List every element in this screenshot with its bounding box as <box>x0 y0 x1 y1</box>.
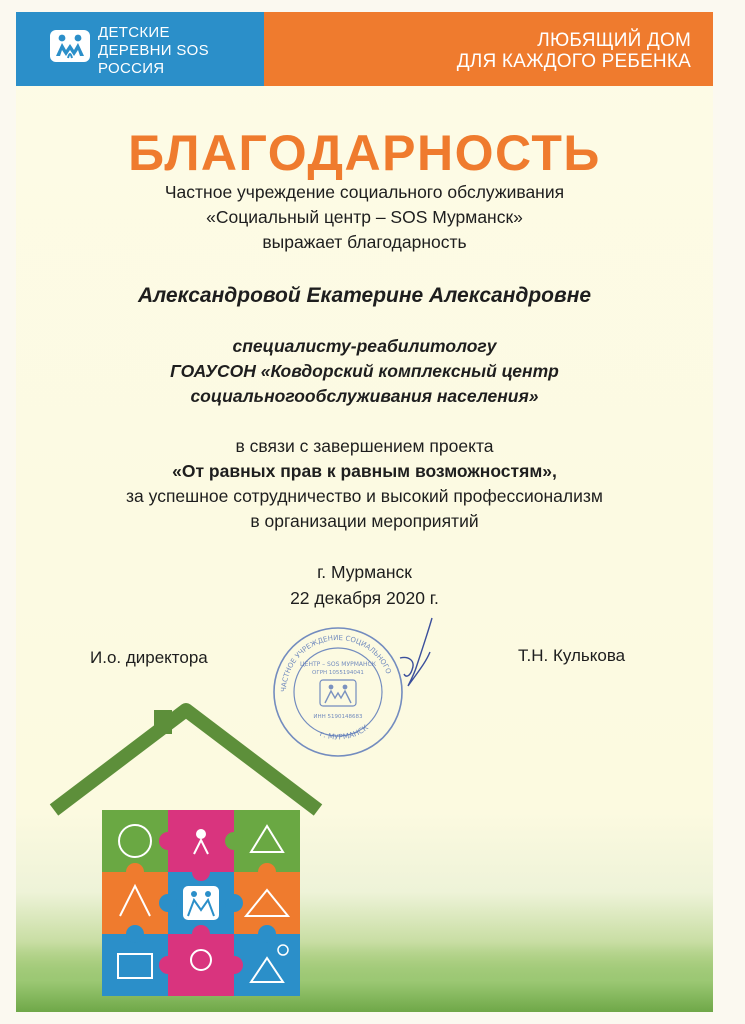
puzzle-house-illustration <box>46 702 366 1012</box>
stamp-center-name: ЦЕНТР – SOS МУРМАНСК <box>300 661 376 668</box>
reason-line-3: за успешное сотрудничество и высокий профессионализм <box>126 486 603 506</box>
certificate-sheet <box>16 12 713 1012</box>
certificate-title: БЛАГОДАРНОСТЬ <box>128 125 601 181</box>
reason-line-1: в связи с завершением проекта <box>235 436 494 456</box>
org-line-3: РОССИЯ <box>98 60 165 77</box>
signatory-name: Т.Н. Кулькова <box>518 646 626 665</box>
puzzle-piece-green <box>102 810 168 872</box>
recipient-role-1: специалисту-реабилитологу <box>232 336 497 356</box>
handwritten-signature <box>388 612 448 702</box>
stamp-ogrn: ОГРН 1055194041 <box>312 670 364 676</box>
slogan <box>457 30 691 72</box>
reason-line-4: в организации мероприятий <box>250 511 479 531</box>
org-line-2: ДЕРЕВНИ SOS <box>98 42 209 59</box>
stamp-ring-text: ЧАСТНОЕ УЧРЕЖДЕНИЕ СОЦИАЛЬНОГО <box>279 633 393 693</box>
header-banner <box>16 12 713 86</box>
recipient-role-2: ГОАУСОН «Ковдорский комплексный центр <box>170 361 559 381</box>
signatory-position: И.о. директора <box>90 648 208 667</box>
slogan-line-2: ДЛЯ КАЖДОГО РЕБЕНКА <box>456 51 691 72</box>
stamp-city: г. МУРМАНСК <box>318 722 370 742</box>
issuer-line-2: «Социальный центр – SOS Мурманск» <box>206 207 523 227</box>
place: г. Мурманск <box>317 562 412 582</box>
issuer-line-3: выражает благодарность <box>262 232 467 252</box>
slogan-line-1: ЛЮБЯЩИЙ ДОМ <box>537 30 691 51</box>
issuer-line-1: Частное учреждение социального обслуживания <box>164 182 565 202</box>
stamp-inn: ИНН 5190148683 <box>313 714 363 720</box>
recipient-role-3: социальногообслуживания населения» <box>190 386 539 406</box>
project-name: «От равных прав к равным возможностям», <box>172 461 557 481</box>
recipient-name: Александровой Екатерине Александровне <box>137 284 592 307</box>
slogan-banner <box>264 12 713 86</box>
org-line-1: ДЕТСКИЕ <box>98 24 170 41</box>
org-name <box>98 24 209 78</box>
sos-logo-icon <box>50 30 90 62</box>
date: 22 декабря 2020 г. <box>290 588 439 608</box>
org-banner <box>16 12 264 86</box>
